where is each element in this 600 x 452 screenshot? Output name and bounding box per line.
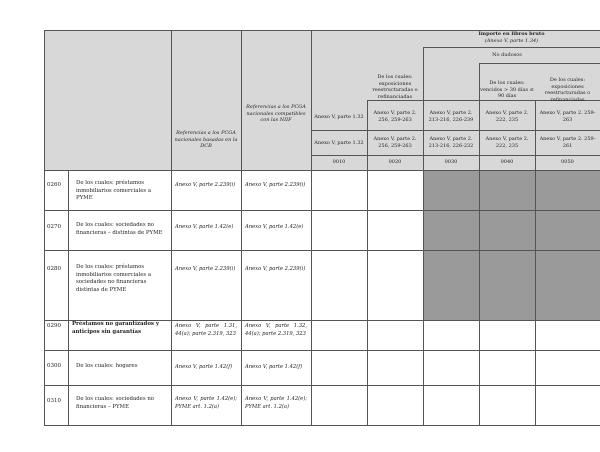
rule	[479, 63, 600, 64]
row-label: De los cuales: préstamos inmobiliarios comerciales a PYME	[76, 180, 152, 202]
rule	[44, 30, 45, 425]
rule	[44, 385, 600, 386]
row-ref-dcb: Anexo V, parte 2.239(i)	[175, 182, 236, 188]
rule	[171, 30, 172, 425]
shaded-cells	[423, 170, 600, 320]
row-ref-dcb: Anexo V, parte 2.239(i)	[175, 266, 236, 272]
row-label: De los cuales: hogares	[76, 363, 138, 369]
no-dudosos-heading: No dudosos	[492, 52, 522, 58]
col-code-0010: 0010	[332, 159, 346, 165]
rule	[423, 47, 600, 48]
row-ref-niif: Anexo V, parte 1.42(f)	[245, 364, 303, 370]
ref-row2-0010: Anexo V, parte 1.32	[314, 140, 364, 146]
row-ref-dcb: Anexo V, parte 1.42(e)	[175, 224, 234, 230]
ref-row1-0020: Anexo V, parte 2. 256, 259-263	[373, 110, 417, 123]
rule	[44, 170, 600, 171]
importe-title: Importe en libros bruto	[478, 31, 545, 37]
rule	[311, 30, 312, 425]
ref-row1-0040: Anexo V, parte 2. 222, 235	[485, 110, 529, 123]
sub-col-0050-heading: De los cuales: exposiciones reestructuradas o refinanciadas	[544, 77, 591, 103]
row-code: 0310	[47, 398, 61, 404]
row-code: 0260	[47, 182, 61, 188]
rule	[311, 130, 600, 131]
rule	[44, 210, 600, 211]
col-code-0040: 0040	[500, 159, 514, 165]
col-code-0020: 0020	[388, 159, 402, 165]
row-code: 0300	[47, 363, 61, 369]
ref-row2-0030: Anexo V, parte 2. 213-216, 226-232	[428, 136, 474, 149]
ref-row2-0050: Anexo V, parte 2. 259-261	[539, 136, 596, 149]
col-ref-dcb-heading: Referencias a los PCGA nacionales basadas en la DCB	[174, 130, 238, 149]
rule	[44, 350, 600, 351]
row-label: De los cuales: sociedades no financieras – distintas de PYME	[76, 222, 163, 236]
rule	[311, 155, 600, 156]
ref-row1-0030: Anexo V, parte 2. 213-216, 226-239	[428, 110, 474, 123]
ref-row1-0050: Anexo V, parte 2. 259-263	[539, 110, 596, 123]
row-ref-dcb: Anexo V, parte 1.42(e); PYME art. 1.2(a)	[175, 396, 237, 410]
col-code-0030: 0030	[444, 159, 458, 165]
row-ref-dcb: Anexo V, parte 1.31, 44(a); parte 2.319, 323	[175, 323, 237, 337]
row-ref-niif: Anexo V, parte 1.42(e); PYME art. 1.2(a)	[245, 396, 307, 410]
sub-col-0020-heading: De los cuales: exposiciones reestructuradas o refinanciadas	[372, 74, 418, 100]
row-ref-niif: Anexo V, parte 1.42(e)	[245, 224, 304, 230]
data-table	[0, 30, 600, 425]
rule	[68, 170, 69, 425]
row-ref-niif: Anexo V, parte 1.32, 44(a); parte 2.319, 323	[245, 323, 307, 337]
col-code-0050: 0050	[561, 159, 574, 165]
row-ref-niif: Anexo V, parte 2.239(i)	[245, 182, 306, 188]
row-label: De los cuales: préstamos inmobiliarios comerciales a sociedades no financieras distintas de PYME	[76, 264, 152, 293]
row-ref-dcb: Anexo V, parte 1.42(f)	[175, 364, 233, 370]
ref-row1-0010: Anexo V, parte 1.32	[314, 114, 364, 120]
row-code: 0280	[47, 266, 61, 272]
rule	[44, 250, 600, 251]
row-ref-niif: Anexo V, parte 2.239(i)	[245, 266, 306, 272]
ref-row2-0040: Anexo V, parte 2. 222, 235	[485, 136, 529, 149]
rule	[423, 47, 424, 425]
rule	[241, 30, 242, 425]
sub-col-0040-heading: De los cuales: vencidos > 30 días ≤ 90 días	[480, 80, 534, 99]
importe-ref: (Anexo V, parte 1.34)	[484, 38, 539, 44]
row-code: 0290	[47, 323, 61, 329]
rule	[44, 425, 600, 426]
ref-row2-0020: Anexo V, parte 2. 256, 259-263	[373, 136, 417, 149]
row-label: De los cuales: sociedades no financieras – PYME	[76, 396, 155, 410]
row-code: 0270	[47, 224, 61, 230]
row-label: Préstamos no garantizados y anticipos sin garantías	[72, 321, 159, 335]
col-ref-niif-heading: Referencias a los PCGA nacionales compatibles con las NIIF	[246, 104, 306, 123]
